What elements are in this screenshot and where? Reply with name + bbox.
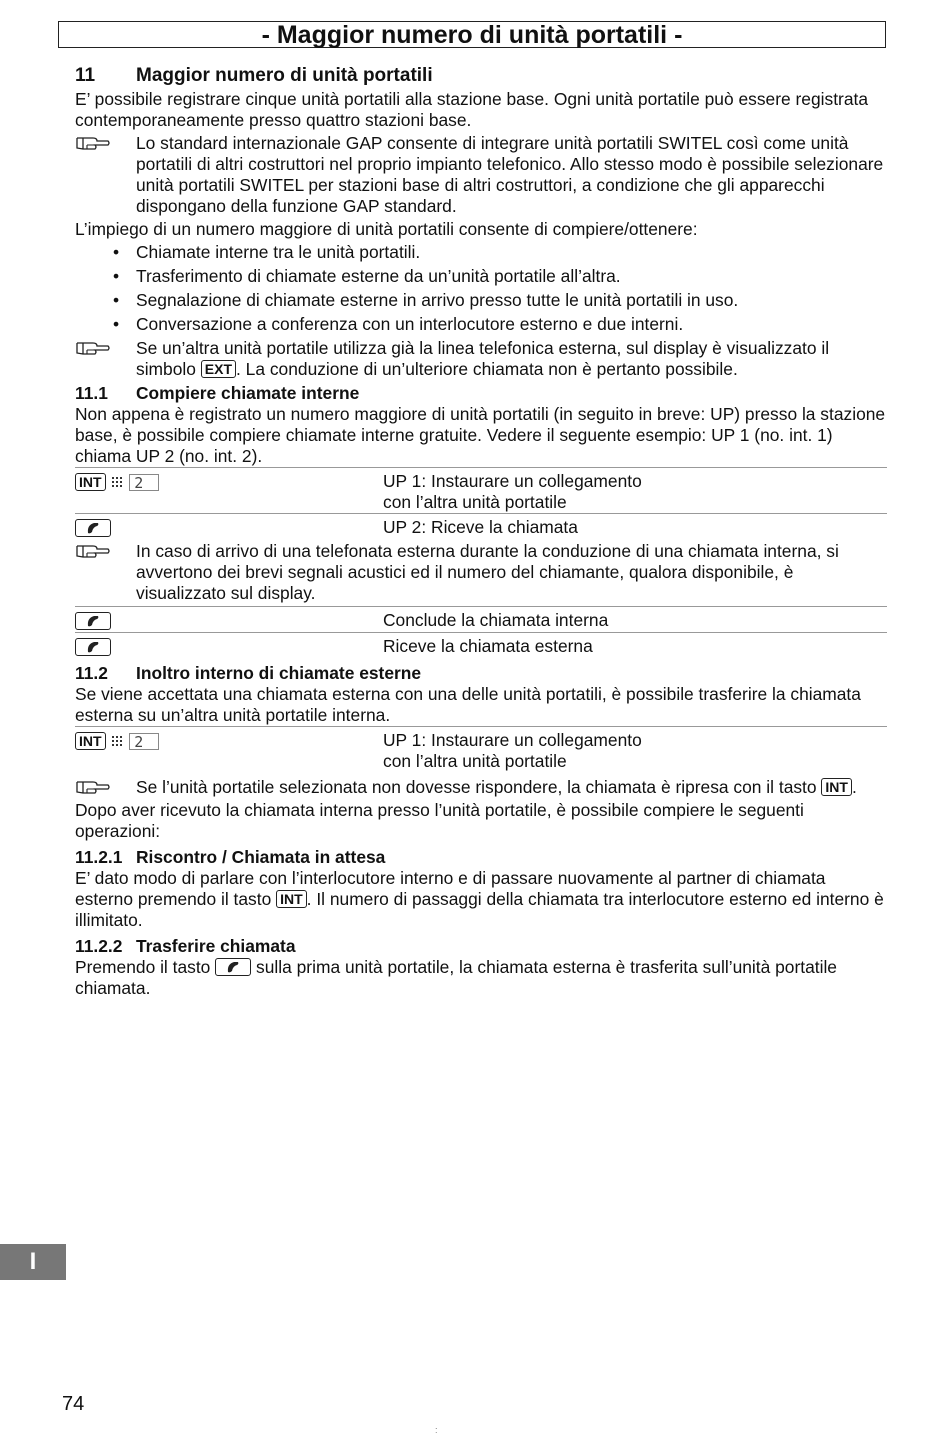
- list-item: • Conversazione a conferenza con un interlocutore esterno e due interni.: [75, 314, 887, 335]
- list-item: • Trasferimento di chiamate esterne da un’unità portatile all’altra.: [75, 266, 887, 287]
- step-row: UP 2: Riceve la chiamata: [75, 513, 887, 539]
- language-tab: I: [0, 1244, 66, 1280]
- section-11-2-1-heading: 11.2.1 Riscontro / Chiamata in attesa: [75, 847, 386, 867]
- step-row: Conclude la chiamata interna: [75, 606, 887, 632]
- handset-key-icon: [75, 519, 111, 537]
- int-key: INT: [276, 890, 307, 908]
- step-row: INT 2 UP 1: Instaurare un collegamento con l’altra unità portatile: [75, 467, 887, 513]
- pointing-hand-icon: [75, 339, 111, 357]
- step-row: Riceve la chiamata esterna: [75, 632, 887, 658]
- pointing-hand-icon: [75, 542, 111, 560]
- ext-key: EXT: [201, 360, 236, 378]
- note-no-answer: Se l’unità portatile selezionata non dovesse rispondere, la chiamata è ripresa con il tasto INT .: [75, 777, 887, 798]
- note-incoming: In caso di arrivo di una telefonata esterna durante la conduzione di una chiamata interna, si avvertono dei brevi segnali acustici ed il numero del chiamante, qualora disponibile, è visualizzato sul display.: [75, 541, 887, 604]
- int-key: INT: [821, 778, 852, 796]
- handset-key-icon: [75, 638, 111, 656]
- feature-list: [75, 242, 887, 335]
- section-11-2-heading: 11.2 Inoltro interno di chiamate esterne: [75, 663, 422, 683]
- list-item: • Chiamate interne tra le unità portatili.: [75, 242, 887, 263]
- handset-key-icon: [75, 612, 111, 630]
- section-11-2-after: Dopo aver ricevuto la chiamata interna presso l’unità portatile, è possibile compiere le seguenti operazioni:: [75, 800, 804, 841]
- footer-mark: :: [435, 1425, 438, 1435]
- section-11-2-1-text: E’ dato modo di parlare con l’interlocutore interno e di passare nuovamente al partner di chiamata esterno premendo il tasto INT . Il numero di passaggi della chiamata tra interlocutore esterno ed interno è illimitato.: [75, 868, 884, 930]
- page-header-title: - Maggior numero di unità portatili -: [58, 21, 886, 48]
- page-number: 74: [62, 1393, 85, 1415]
- note-ext: Se un’altra unità portatile utilizza già la linea telefonica esterna, sul display è visualizzato il simbolo EXT . La conduzione di un’ulteriore chiamata non è pertanto possibile.: [75, 338, 887, 380]
- digit-display: 2: [129, 733, 159, 750]
- list-intro: L’impiego di un numero maggiore di unità portatili consente di compiere/ottenere:: [75, 219, 698, 239]
- int-key: INT: [75, 732, 106, 750]
- keypad-icon: [111, 735, 123, 749]
- pointing-hand-icon: [75, 134, 111, 152]
- document-body: [75, 62, 887, 999]
- pointing-hand-icon: [75, 778, 111, 796]
- section-11-2-2-text: Premendo il tasto sulla prima unità portatile, la chiamata esterna è trasferita sull’unità portatile chiamata.: [75, 957, 837, 998]
- int-key: INT: [75, 473, 106, 491]
- section-11-2-intro: Se viene accettata una chiamata esterna con una delle unità portatili, è possibile trasferire la chiamata esterna su un’altra unità portatile interna.: [75, 684, 861, 725]
- handset-key-icon: [215, 958, 251, 976]
- section-11-2-2-heading: 11.2.2 Trasferire chiamata: [75, 936, 296, 956]
- section-11-intro: E’ possibile registrare cinque unità portatili alla stazione base. Ogni unità portatile può essere registrata contemporaneamente presso quattro stazioni base.: [75, 89, 869, 130]
- digit-display: 2: [129, 474, 159, 491]
- keypad-icon: [111, 476, 123, 490]
- list-item: • Segnalazione di chiamate esterne in arrivo presso tutte le unità portatili in uso.: [75, 290, 887, 311]
- section-11-1-heading: 11.1 Compiere chiamate interne: [75, 383, 360, 403]
- note-gap: Lo standard internazionale GAP consente di integrare unità portatili SWITEL così come unità portatili di altri costruttori nel proprio impianto telefonico. Allo stesso modo è possibile selezionare unità portatili SWITEL per stazioni base di altri costruttori, a condizione che gli apparecchi dispongano della funzione GAP standard.: [75, 133, 887, 217]
- step-row: INT 2 UP 1: Instaurare un collegamento con l’altra unità portatile: [75, 726, 887, 772]
- section-11-1-intro: Non appena è registrato un numero maggiore di unità portatili (in seguito in breve: UP) presso la stazione base, è possibile compiere chiamate interne gratuite. Vedere il seguente esempio: UP 1 (no. int. 1) chiama UP 2 (no. int. 2).: [75, 404, 886, 466]
- section-11-heading: 11 Maggior numero di unità portatili: [75, 65, 433, 86]
